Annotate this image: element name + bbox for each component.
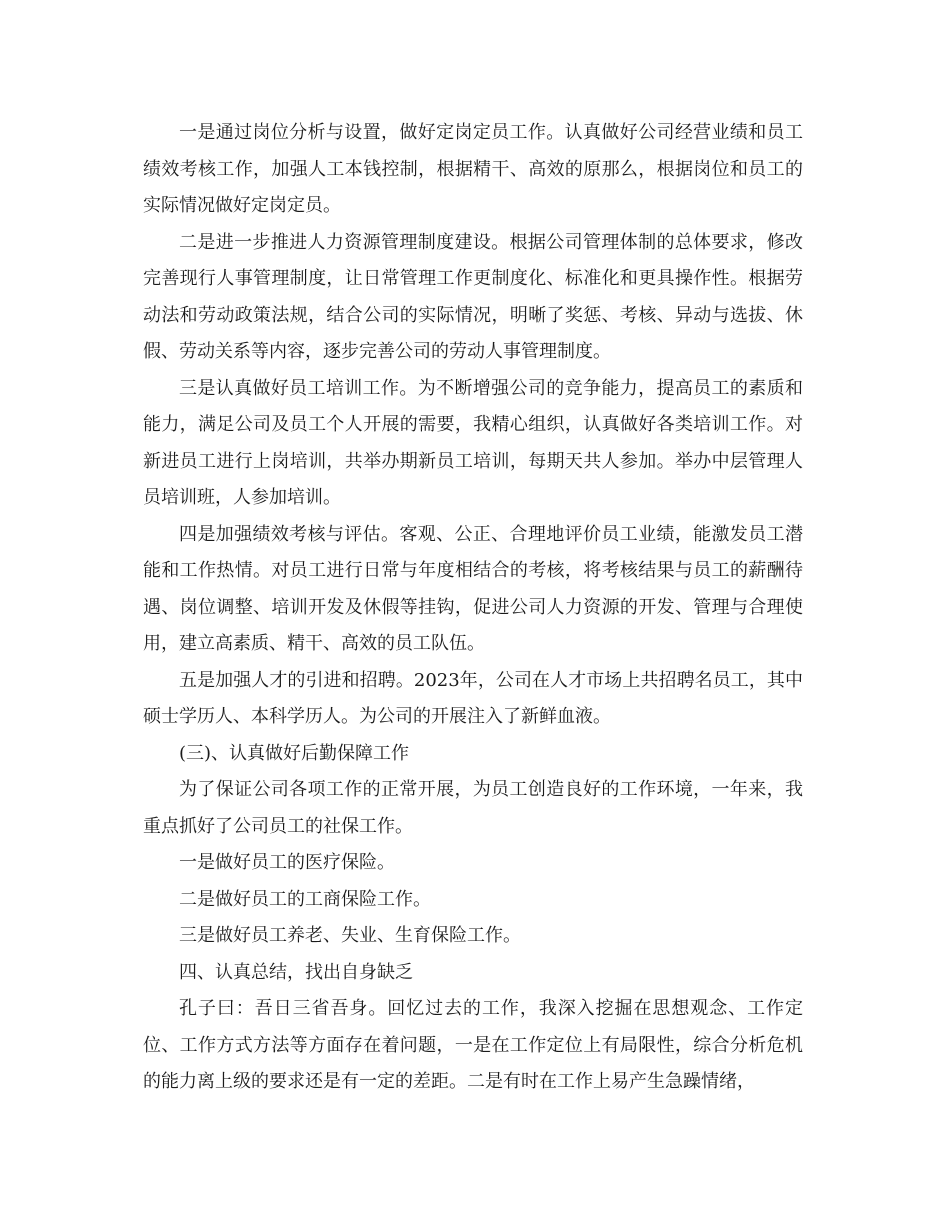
document-body [143, 115, 803, 1101]
paragraph-hr-system: 二是进一步推进人力资源管理制度建设。根据公司管理体制的总体要求，修改完善现行人事管理制度，让日常管理工作更制度化、标准化和更具操作性。根据劳动法和劳动政策法规，结合公司的实际情况，明晰了奖惩、考核、异动与选拔、休假、劳动关系等内容，逐步完善公司的劳动人事管理制度。 [143, 231, 803, 362]
section-heading-logistics: (三)、认真做好后勤保障工作 [179, 742, 410, 764]
paragraph-self-reflection: 孔子曰：吾日三省吾身。回忆过去的工作，我深入挖掘在思想观念、工作定位、工作方式方法等方面存在着问题，一是在工作定位上有局限性，综合分析危机的能力离上级的要求还是有一定的差距。二是有时在工作上易产生急躁情绪， [143, 998, 803, 1092]
paragraph-pension-insurance: 三是做好员工养老、失业、生育保险工作。 [179, 925, 521, 946]
section-heading-summary: 四、认真总结，找出自身缺乏 [179, 961, 413, 983]
paragraph-performance: 四是加强绩效考核与评估。客观、公正、合理地评价员工业绩，能激发员工潜能和工作热情。对员工进行日常与年度相结合的考核，将考核结果与员工的薪酬待遇、岗位调整、培训开发及休假等挂钩，促进公司人力资源的开发、管理与合理使用，建立高素质、精干、高效的员工队伍。 [143, 523, 803, 654]
paragraph-recruitment: 五是加强人才的引进和招聘。2023年，公司在人才市场上共招聘名员工，其中硕士学历人、本科学历人。为公司的开展注入了新鲜血液。 [143, 669, 803, 727]
paragraph-post-staffing: 一是通过岗位分析与设置，做好定岗定员工作。认真做好公司经营业绩和员工绩效考核工作，加强人工本钱控制，根据精干、高效的原那么，根据岗位和员工的实际情况做好定岗定员。 [143, 122, 803, 216]
paragraph-medical-insurance: 一是做好员工的医疗保险。 [179, 852, 395, 873]
paragraph-injury-insurance: 二是做好员工的工商保险工作。 [179, 888, 431, 910]
paragraph-logistics-intro: 为了保证公司各项工作的正常开展，为员工创造良好的工作环境，一年来，我重点抓好了公司员工的社保工作。 [143, 779, 803, 837]
paragraph-training: 三是认真做好员工培训工作。为不断增强公司的竞争能力，提高员工的素质和能力，满足公司及员工个人开展的需要，我精心组织，认真做好各类培训工作。对新进员工进行上岗培训，共举办期新员工培训，每期天共人参加。举办中层管理人员培训班，人参加培训。 [143, 377, 803, 508]
